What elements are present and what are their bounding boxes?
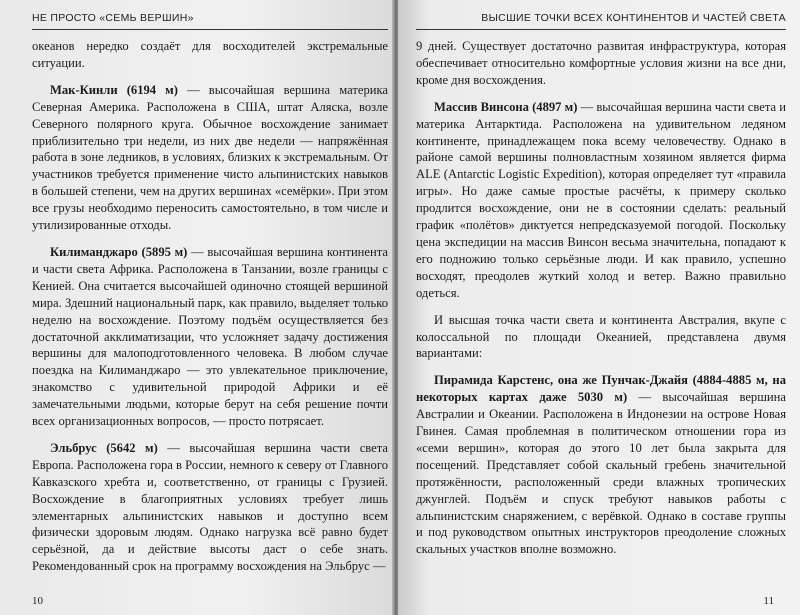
right-page-text <box>416 38 786 558</box>
paragraph-lead: Массив Винсона (4897 м) <box>434 99 578 114</box>
running-header-left: НЕ ПРОСТО «СЕМЬ ВЕРШИН» <box>32 8 388 30</box>
left-page <box>0 0 396 615</box>
right-page <box>398 0 800 615</box>
paragraph-vinson <box>416 99 786 302</box>
paragraph-body: — высочайшая вершина материка Северная Америка. Расположена в США, штат Аляска, возле Северного полярного круга. Обычное восхождение занимает приблизительно три недели, из них две недели — напряжённая работа в зоне ледников, в условиях, близких к экстремальным. От участников требуется применение чисто альпинистских навыков в большей степени, чем на других вершинах «семёрки». При этом все грузы необходимо переносить самостоятельно, в том числе и утилизированные отходы. <box>32 82 388 233</box>
paragraph-body: — высочайшая вершина части света и материка Антарктида. Расположена на удивительном ледяном континенте, принадлежащем пока всему человечеству. Однако в районе самой вершины полновластным хозяином является фирма ALE (Antarctic Logistic Expedition), которая определяет тут «правила игры». Но даже самые простые расчёты, к примеру сколько продлится восхождение, они не в состоянии сделать: реальный график «полётов» диктуется непредсказуемой погодой. Поскольку цена экспедиции на массив Винсон весьма значительна, попадают к его подножию только серьёзные люди. И как правило, успешно восходят, преодолев жуткий холод и ветер. Важно правильно одеться. <box>416 99 786 300</box>
paragraph-mckinley <box>32 82 388 234</box>
left-page-text <box>32 38 388 575</box>
paragraph-lead: Пирамида Карстенс, она же Пунчак-Джайя (4884-4885 м, на некоторых картах даже 5030 м) <box>416 373 786 405</box>
paragraph-body: — высочайшая вершина Австралии и Океании. Расположена в Индонезии на острове Новая Гвинея. Самая проблемная в политическом отношении гора из «семи вершин», которая до этого 10 лет была закрыта для посещений. Представляет собой скальный гребень значительной протяжённости, расположенный среди влажных тропических джунглей. Подъём и спуск требуют навыков работы с альпинистским снаряжением, с верёвкой. Однако в составе группы и под руководством опытных инструкторов преодоление сложных скальных участков вполне возможно. <box>416 390 786 557</box>
page-number-right: 11 <box>763 595 774 607</box>
paragraph-lead: Эльбрус (5642 м) <box>50 440 158 455</box>
page-number-left: 10 <box>32 595 43 607</box>
paragraph-australia-intro <box>416 312 786 363</box>
paragraph-body: 9 дней. Существует достаточно развитая инфраструктура, которая обеспечивает относительно комфортные условия жизни на все дни, кроме дня восхождения. <box>416 39 786 87</box>
paragraph-body: И высшая точка части света и континента Австралия, вкупе с колоссальной по площади Океанией, представлена двумя вариантами: <box>416 312 786 361</box>
paragraph-continuation <box>416 38 786 89</box>
paragraph-lead: Мак-Кинли (6194 м) <box>50 82 178 97</box>
paragraph-kilimanjaro <box>32 244 388 430</box>
paragraph-elbrus <box>32 440 388 575</box>
paragraph-continuation <box>32 38 388 72</box>
paragraph-carstensz <box>416 372 786 558</box>
paragraph-body: океанов нередко создаёт для восходителей экстремальные ситуации. <box>32 39 388 70</box>
running-header-right: ВЫСШИЕ ТОЧКИ ВСЕХ КОНТИНЕНТОВ И ЧАСТЕЙ СВЕТА <box>416 8 786 30</box>
paragraph-body: — высочайшая вершина части света Европа. Расположена гора в России, немного к северу от Главного Кавказского хребта и, соответственно, от границы с Грузией. Восхождение в благоприятных условиях требует лишь элементарных альпинистских навыков и доступно всем физически здоровым людям. Однако нагрузка всё равно будет серьёзной, да и действие высоты даст о себе знать. Рекомендованный срок на программу восхождения на Эльбрус — <box>32 440 388 574</box>
paragraph-body: — высочайшая вершина континента и части света Африка. Расположена в Танзании, возле границы с Кенией. Она считается высочайшей одиночно стоящей вершиной мира. Здешний национальный парк, как правило, выделяет только неделю на восхождение. Поэтому подъём осуществляется без достаточной акклиматизации, что усложняет задачу достижения вершины для малоподготовленного человека. В любом случае поездка на Килиманджаро — это увлекательное приключение, знакомство с удивительной природой Африки и её замечательными людьми, которые берут на себя решение почти всех организационных вопросов, — просто потрясает. <box>32 244 388 429</box>
paragraph-lead: Килиманджаро (5895 м) <box>50 244 188 259</box>
